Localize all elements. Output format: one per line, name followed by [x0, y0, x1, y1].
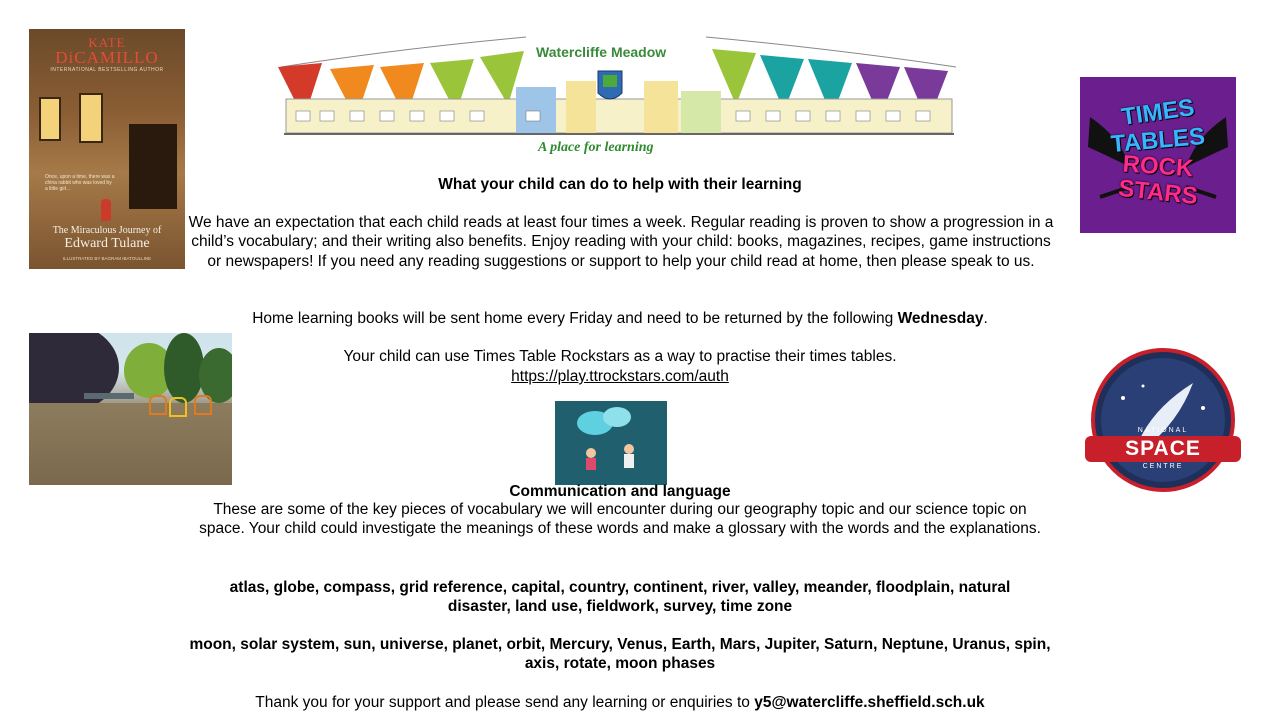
- geography-vocabulary: atlas, globe, compass, grid reference, capital, country, continent, river, valley, meander, floodplain, natural disaster, land use, fieldwork, survey, time zone: [229, 579, 1011, 616]
- ttrs-line1: TIMES: [1119, 94, 1197, 131]
- home-learning-day: Wednesday: [897, 310, 984, 327]
- ttrs-link[interactable]: https://play.ttrockstars.com/auth: [511, 368, 729, 385]
- thanks-line: [190, 693, 1050, 712]
- comm-paragraph: These are some of the key pieces of vocabulary we will encounter during our geography topic and our science topic on space. Your child could investigate the meanings of these words and make a glossary with the words and the explanations.: [199, 501, 1041, 538]
- ttrs-line2: TABLES: [1109, 122, 1207, 159]
- contact-email[interactable]: y5@watercliffe.sheffield.sch.uk: [754, 694, 985, 711]
- ttrs-link-row: [190, 367, 1050, 386]
- national-space-centre-logo: [1083, 348, 1243, 492]
- communication-illustration: [555, 401, 667, 485]
- times-tables-rockstars-logo: [1080, 77, 1236, 233]
- space-vocabulary: moon, solar system, sun, universe, planet, orbit, Mercury, Venus, Earth, Mars, Jupiter, Saturn, Neptune, Uranus, spin, axis, rotate, moon phases: [189, 636, 1051, 673]
- ttrs-line4: STARS: [1117, 174, 1200, 211]
- school-header-banner: [276, 19, 962, 161]
- playground-frame: [149, 395, 167, 415]
- home-learning-sentence: [190, 309, 1050, 328]
- school-tagline: A place for learning: [538, 140, 654, 155]
- book-illustrator: ILLUSTRATED BY BAGRAM IBATOULLINE: [62, 256, 152, 261]
- ttrs-sentence: Your child can use Times Table Rockstars as a way to practise their times tables.: [343, 348, 897, 365]
- nsc-line3: CENTRE: [1142, 463, 1184, 470]
- playground-frame: [169, 397, 187, 417]
- home-learning-prefix: Home learning books will be sent home every Friday and need to be returned by the following: [252, 310, 898, 327]
- book-blurb: Once, upon a time, there was a china rabbit who was loved by a little girl...: [45, 174, 115, 192]
- comm-heading: Communication and language: [509, 483, 731, 500]
- book-door: [129, 124, 177, 209]
- space-centre-emblem: [1083, 348, 1243, 492]
- book-author-subtitle: INTERNATIONAL BESTSELLING AUTHOR: [50, 67, 164, 73]
- book-window: [79, 93, 103, 143]
- reading-paragraph: We have an expectation that each child reads at least four times a week. Regular reading is proven to show a progression in a child’s vocabulary; and their writing also benefits. Enjoy reading with your child: books, magazines, recipes, game instructions or newspapers! If you need any reading suggestions or support to help your child read at home, then please speak to us.: [188, 214, 1054, 270]
- page-heading: What your child can do to help with their learning: [438, 176, 802, 193]
- book-title-line1: The Miraculous Journey of: [52, 225, 162, 236]
- nsc-line1: NATIONAL: [1137, 427, 1189, 434]
- playground-frame: [194, 395, 212, 415]
- nsc-line2: SPACE: [1125, 437, 1201, 460]
- rabbit-figure: [101, 199, 111, 221]
- thanks-prefix: Thank you for your support and please send any learning or enquiries to: [255, 694, 755, 711]
- book-window: [39, 97, 61, 141]
- book-author: KATE DiCAMILLO: [55, 35, 159, 67]
- flood-water: [29, 403, 232, 485]
- tree-shape: [29, 333, 119, 413]
- school-name: Watercliffe Meadow: [536, 44, 667, 60]
- school-building: [284, 71, 954, 135]
- ttrs-line3: ROCK: [1121, 150, 1195, 183]
- book-title-line2: Edward Tulane: [64, 236, 150, 251]
- book-cover-image: [29, 29, 185, 269]
- home-learning-suffix: .: [983, 310, 988, 327]
- speech-bubbles-icon: [555, 401, 667, 485]
- bench-shape: [84, 393, 134, 399]
